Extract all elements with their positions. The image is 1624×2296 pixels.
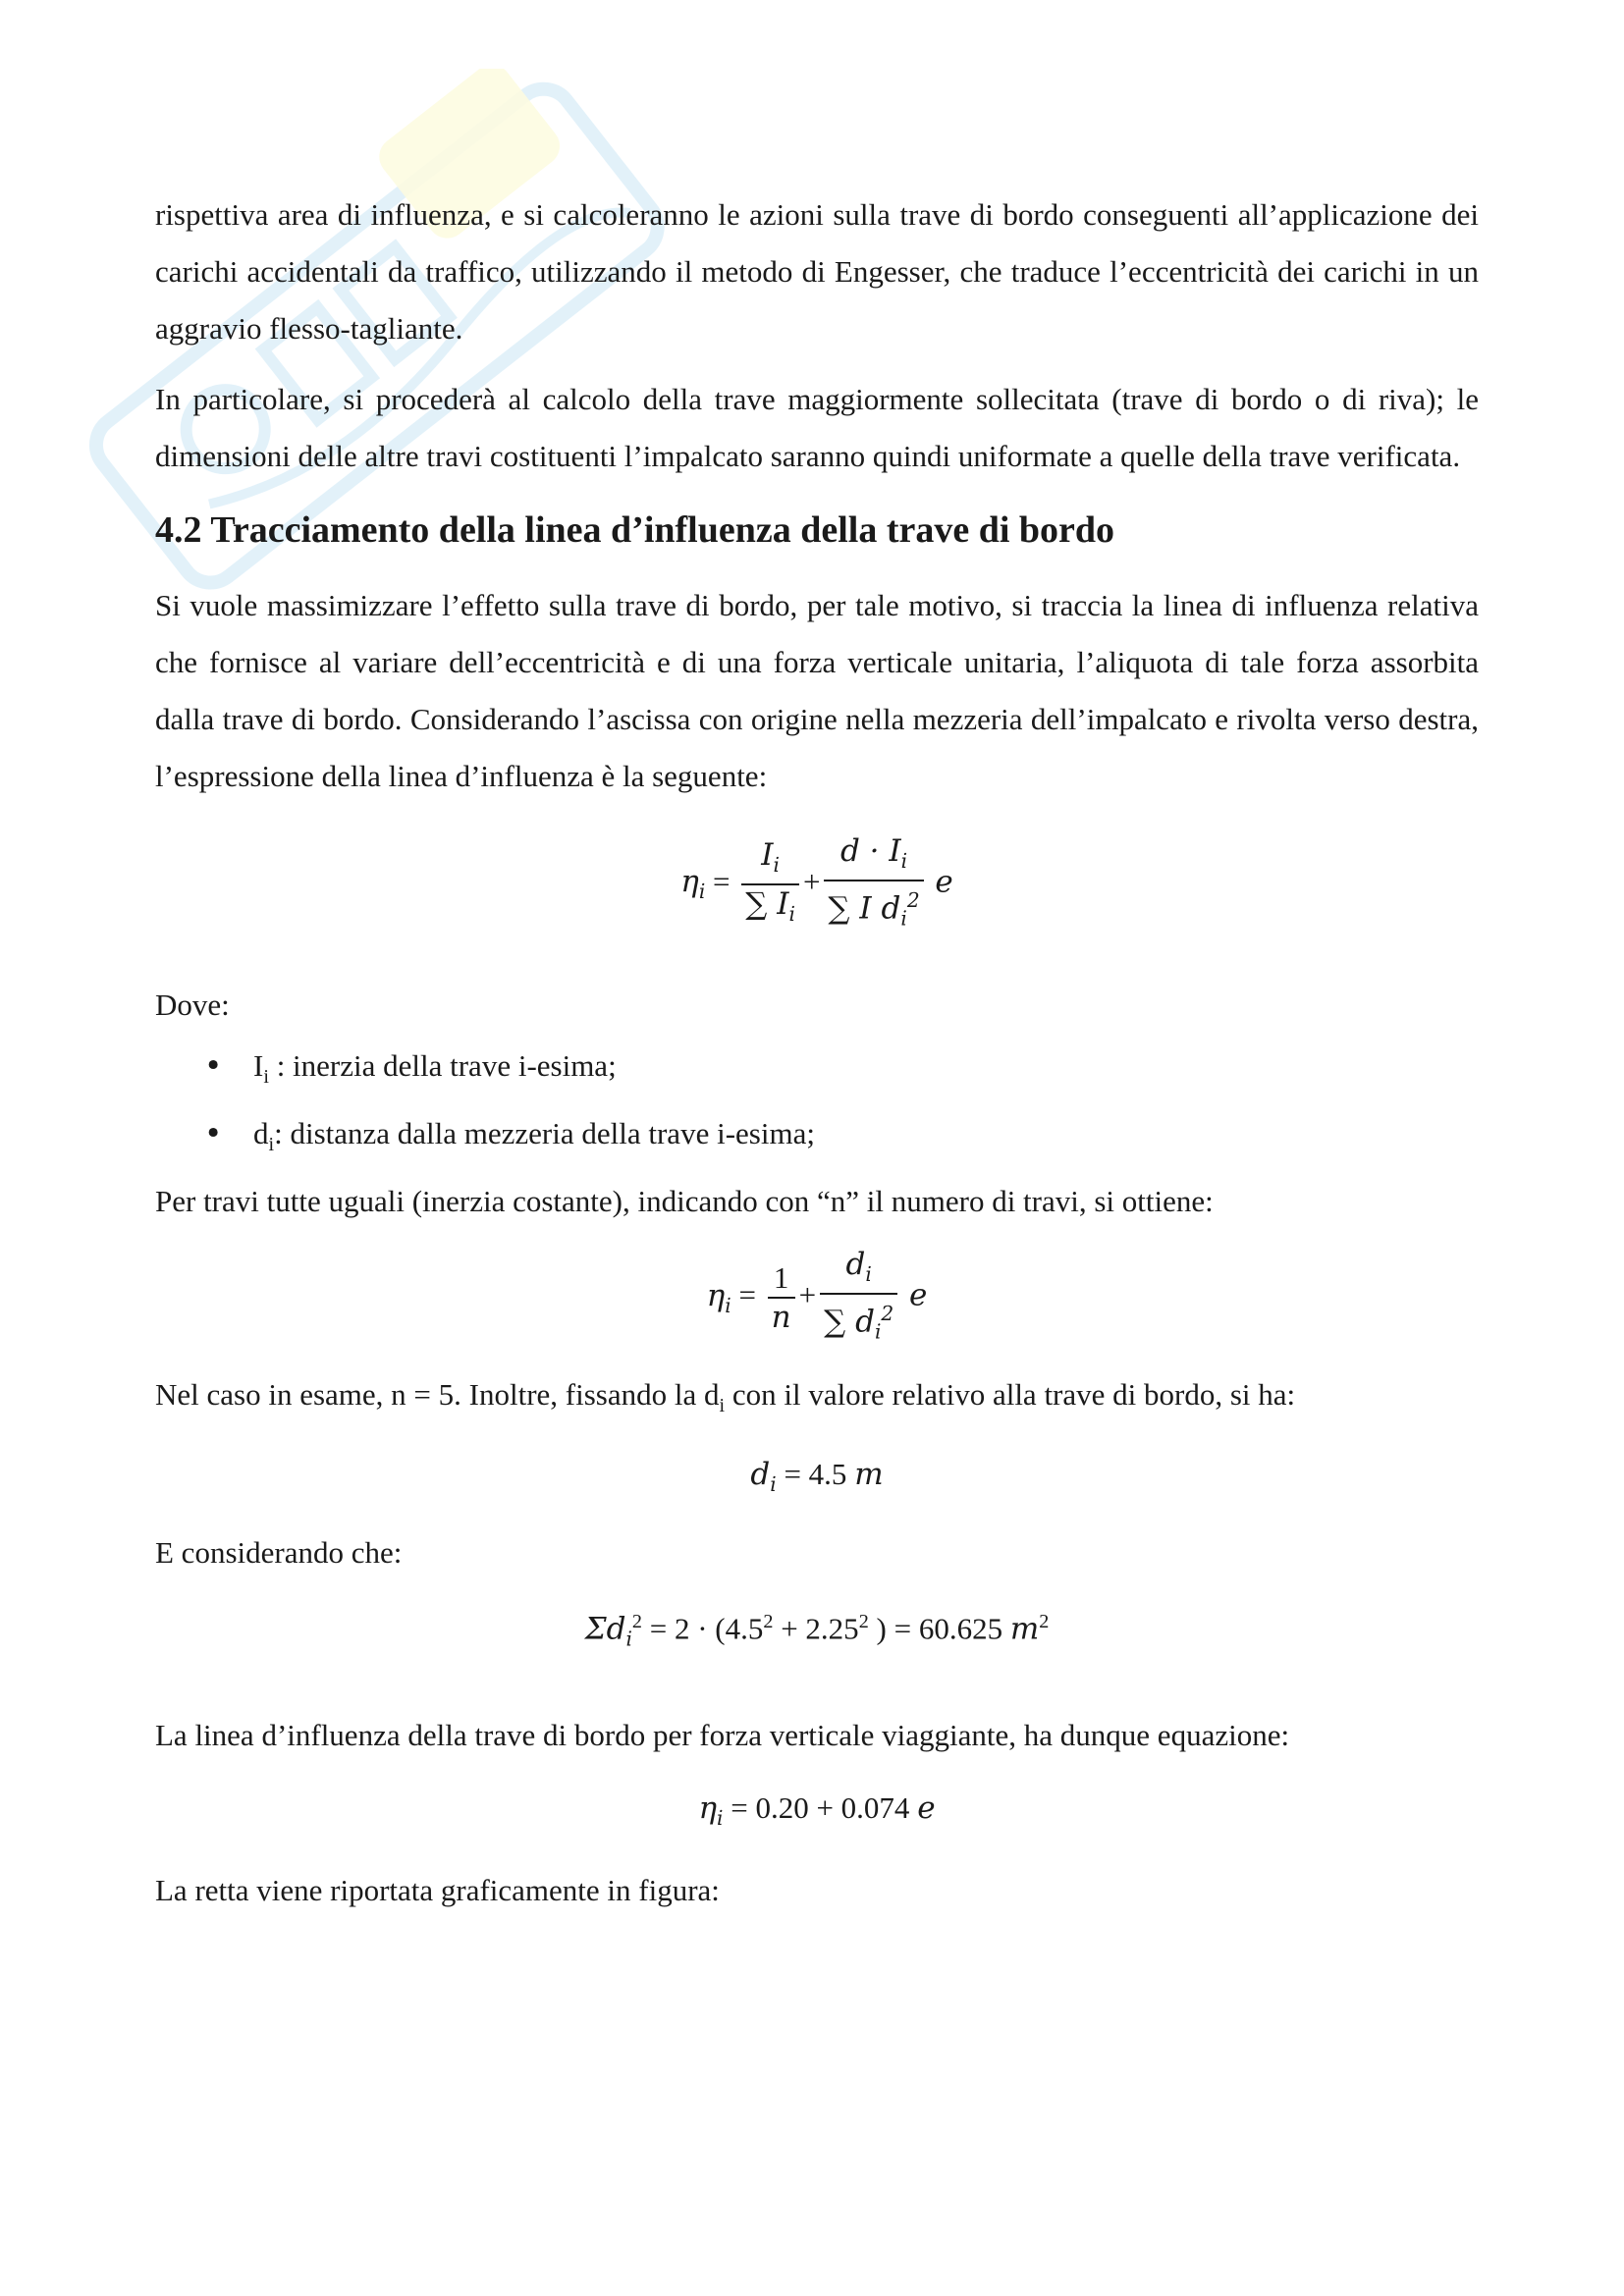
paragraph-retta: La retta viene riportata graficamente in figura: [155, 1872, 720, 1907]
equation-sum-di-squared: $\Sigma d_i^2 = 2 \cdot (4.5^2 + 2.25^2$ ) = 60.625 $m^2$ [584, 1611, 1050, 1651]
list-item: • $I_i$ : inerzia della trave i-esima; [155, 1038, 1479, 1105]
paragraph-travi-uguali: Per travi tutte uguali (inerzia costante), indicando con “n” il numero di travi, si ottiene: [155, 1184, 1214, 1219]
list-item: • $d_i$: distanza dalla mezzeria della trave i-esima; [155, 1105, 1479, 1173]
dove-label: Dove: [155, 987, 230, 1022]
paragraph-intro: rispettiva area di influenza, e si calcoleranno le azioni sulla trave di bordo conseguenti all’applicazione dei carichi accidentali da traffico, utilizzando il metodo di Engesser, che traduce l’eccentricità dei carichi in un aggravio flesso-tagliante. [155, 197, 1479, 346]
fraction-one-over-n: $\frac{1}{n}$ [768, 1259, 795, 1336]
paragraph-particolare: In particolare, si procederà al calcolo della trave maggiormente sollecitata (trave di bordo o di riva); le dimensioni delle altre travi costituenti l’impalcato saranno quindi uniformate a quelle della trave verificata. [155, 382, 1479, 473]
equation-simplified: $\eta_i$ = $\frac{1}{n}$ + $\frac{d_i}{\sum d_i^2}$ e [155, 1246, 1479, 1351]
equation-final-line: $\eta_i = 0.20 + 0.074$ e [698, 1789, 936, 1830]
section-heading: 4.2 Tracciamento della linea d’influenza della trave di bordo [155, 509, 1115, 551]
paragraph-caso-esame: Nel caso in esame, n = 5. Inoltre, fissando la $d_i$ con il valore relativo alla trave di bordo, si ha: [155, 1376, 1296, 1416]
fraction-distance: $\frac{d_i}{\sum d_i^2}$ [820, 1246, 897, 1351]
equation-di-value: $d_i = 4.5$ m [750, 1456, 884, 1497]
equation-engesser: $\eta_i$ = $\frac{I_i}{\sum I_i}$ + $\frac{d \cdot I_i}{\sum I d_i^2}$ e [155, 832, 1479, 937]
fraction-eccentricity: $\frac{d \cdot I_i}{\sum I d_i^2}$ [824, 832, 923, 937]
fraction-inertia: $\frac{I_i}{\sum I_i}$ [741, 836, 799, 933]
paragraph-equazione: La linea d’influenza della trave di bordo per forza verticale viaggiante, ha dunque equazione: [155, 1717, 1290, 1752]
definitions-list [155, 1038, 1479, 1173]
paragraph-linea-influenza: Si vuole massimizzare l’effetto sulla trave di bordo, per tale motivo, si traccia la linea di influenza relativa che fornisce al variare dell’eccentricità e di una forza verticale unitaria, l’aliquota di tale forza assorbita dalla trave di bordo. Considerando l’ascissa con origine nella mezzeria dell’impalcato e rivolta verso destra, l’espressione della linea d’influenza è la seguente: [155, 588, 1479, 793]
document-body [155, 187, 1479, 1919]
paragraph-considerando: E considerando che: [155, 1535, 403, 1571]
